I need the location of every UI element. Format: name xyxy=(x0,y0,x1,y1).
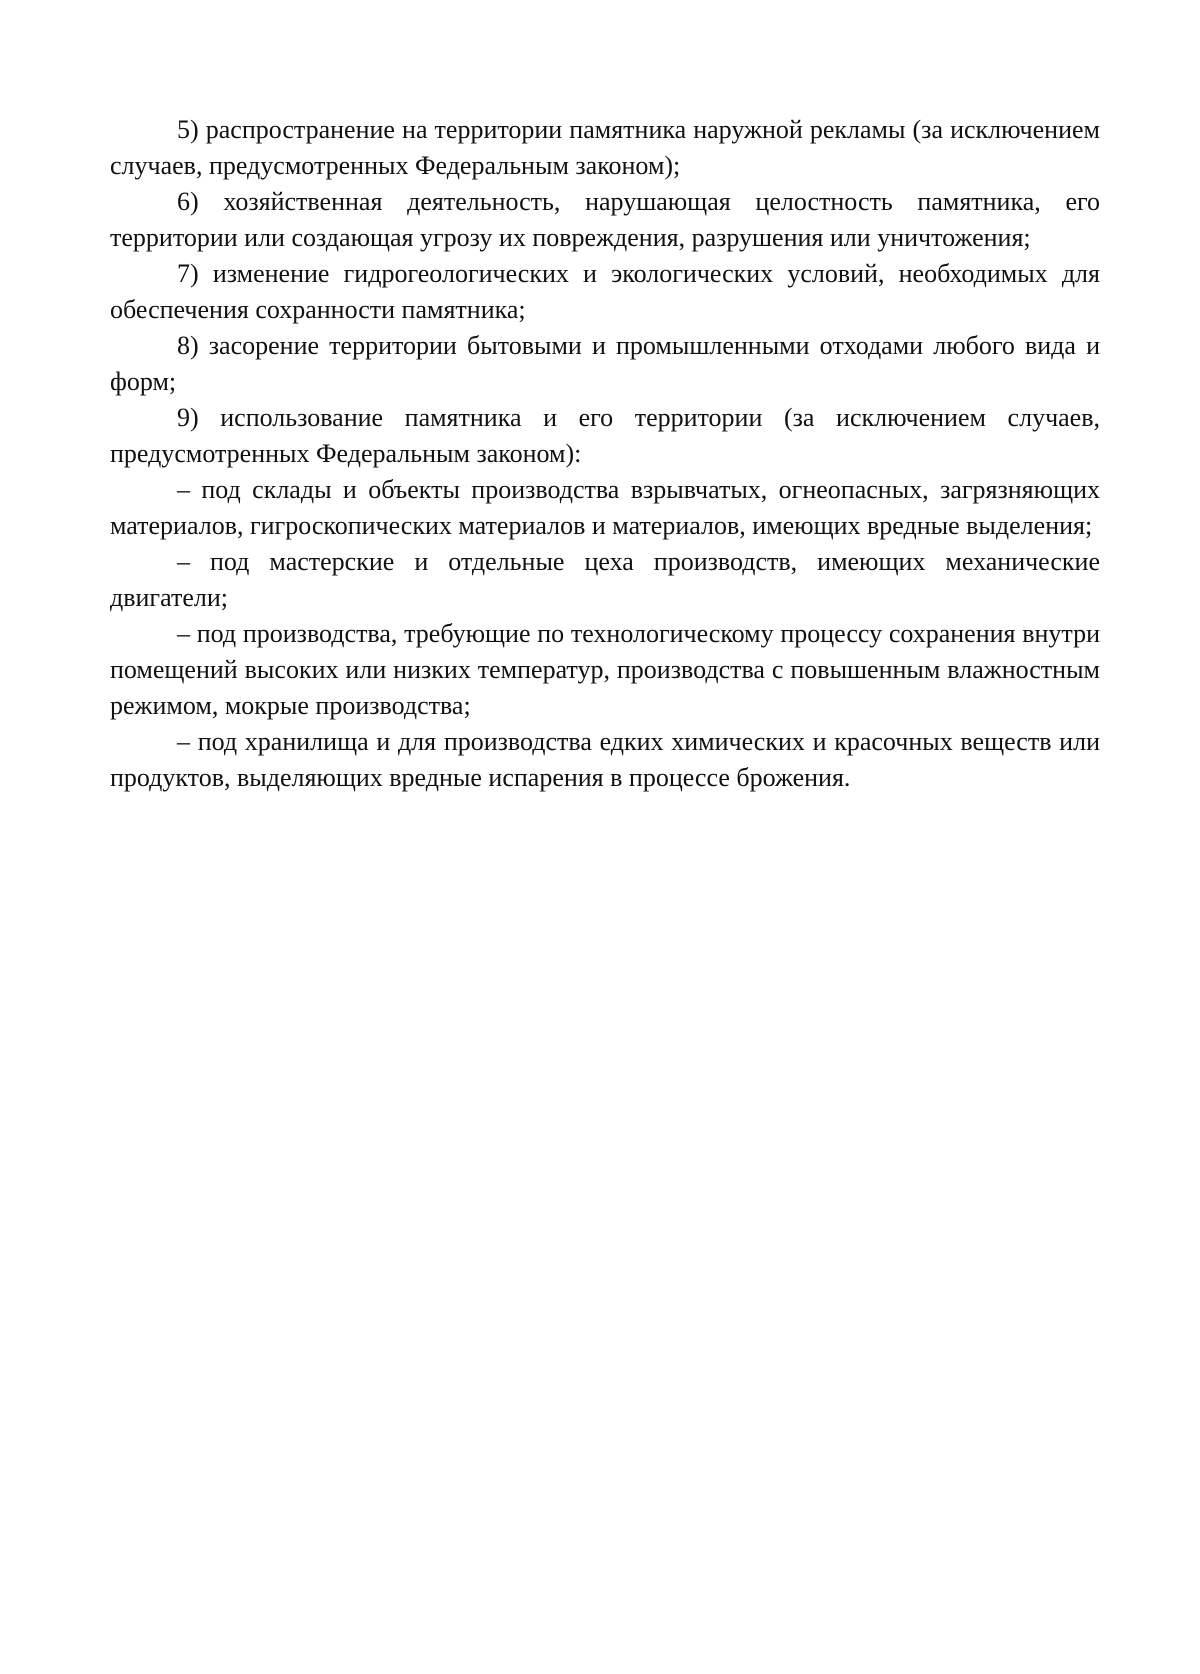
paragraph-sub-item-chemical-storage: – под хранилища и для производства едких химических и красочных веществ или продуктов, выделяющих вредные испарения в процессе брожения. xyxy=(110,727,1100,792)
paragraph-sub-item-warehouses: – под склады и объекты производства взрывчатых, огнеопасных, загрязняющих материалов, гигроскопических материалов и материалов, имеющих вредные выделения; xyxy=(110,475,1100,540)
paragraph-sub-item-workshops: – под мастерские и отдельные цеха производств, имеющих механические двигатели; xyxy=(110,547,1100,612)
document-body xyxy=(110,112,1100,796)
paragraph-item-6: 6) хозяйственная деятельность, нарушающая целостность памятника, его территории или создающая угрозу их повреждения, разрушения или уничтожения; xyxy=(110,187,1100,252)
paragraph-item-9: 9) использование памятника и его территории (за исключением случаев, предусмотренных Федеральным законом): xyxy=(110,403,1100,468)
paragraph-item-7: 7) изменение гидрогеологических и экологических условий, необходимых для обеспечения сохранности памятника; xyxy=(110,259,1100,324)
paragraph-item-5: 5) распространение на территории памятника наружной рекламы (за исключением случаев, предусмотренных Федеральным законом); xyxy=(110,115,1100,180)
paragraph-sub-item-temperature-production: – под производства, требующие по технологическому процессу сохранения внутри помещений высоких или низких температур, производства с повышенным влажностным режимом, мокрые производства; xyxy=(110,619,1100,720)
paragraph-item-8: 8) засорение территории бытовыми и промышленными отходами любого вида и форм; xyxy=(110,331,1100,396)
